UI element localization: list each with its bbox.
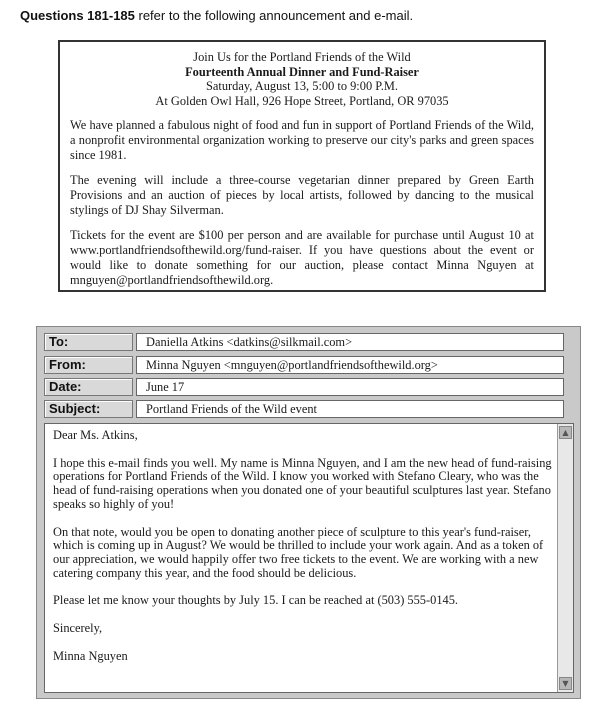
announcement-title: Fourteenth Annual Dinner and Fund-Raiser (185, 64, 419, 79)
date-label: Date: (44, 378, 133, 396)
announcement-heading (70, 50, 534, 108)
announcement-paragraph-1: We have planned a fabulous night of food and fun in support of Portland Friends of the Wild, a nonprofit environmental organization working to preserve our city's parks and green spaces since 1981. (70, 118, 534, 162)
from-label: From: (44, 356, 133, 374)
questions-header (20, 8, 413, 23)
announcement-date: Saturday, August 13, 5:00 to 9:00 P.M. (206, 79, 398, 93)
subject-field[interactable]: Portland Friends of the Wild event (136, 400, 564, 418)
scroll-up-icon[interactable]: ▲ (559, 426, 572, 439)
subject-label: Subject: (44, 400, 133, 418)
questions-instruction: refer to the following announcement and e-mail. (134, 8, 414, 23)
announcement-paragraph-3: Tickets for the event are $100 per person and are available for purchase until August 10 at www.portlandfriendsofthewild.org/fund-raiser. If you have questions about the event or would like to donate something for our auction, please contact Minna Nguyen at mnguyen@portlandfriendsofthewild.org. (70, 228, 534, 287)
from-field[interactable]: Minna Nguyen <mnguyen@portlandfriendsofthewild.org> (136, 356, 564, 374)
email-closing: Sincerely, (53, 621, 103, 636)
email-paragraph-3: Please let me know your thoughts by July 15. I can be reached at (503) 555-0145. (53, 593, 459, 608)
scroll-down-icon[interactable]: ▼ (559, 677, 572, 690)
email-greeting: Dear Ms. Atkins, (53, 428, 138, 442)
to-field[interactable]: Daniella Atkins <datkins@silkmail.com> (136, 333, 564, 351)
email-window (36, 326, 581, 699)
email-body[interactable] (44, 423, 574, 693)
date-field[interactable]: June 17 (136, 378, 564, 396)
announcement-location: At Golden Owl Hall, 926 Hope Street, Portland, OR 97035 (155, 93, 449, 108)
questions-range: Questions 181-185 (20, 8, 135, 23)
email-paragraph-2: On that note, would you be open to donating another piece of sculpture to this year's fund-raiser, which is coming up in August? We would be thrilled to include your work again. And as a token of our appreciation, we would happily offer two free tickets to the event. We are working with a new catering company this year, and the food should be delicious. (53, 524, 544, 580)
email-body-text (53, 429, 553, 677)
email-signature: Minna Nguyen (53, 648, 128, 663)
announcement-paragraph-2: The evening will include a three-course vegetarian dinner prepared by Green Earth Provisions and an auction of pieces by local artists, followed by dancing to the musical stylings of DJ Shay Silverman. (70, 173, 534, 217)
to-label: To: (44, 333, 133, 351)
email-paragraph-1: I hope this e-mail finds you well. My name is Minna Nguyen, and I am the new head of fund-raising operations for Portland Friends of the Wild. I know you worked with Stefano Cleary, who was the head of fund-raising operations when you donated one of your beautiful sculptures last year. Stefano speaks so highly of you! (53, 455, 552, 511)
email-scrollbar[interactable] (557, 424, 573, 692)
announcement-box (58, 40, 546, 292)
announcement-invite: Join Us for the Portland Friends of the Wild (193, 50, 411, 64)
